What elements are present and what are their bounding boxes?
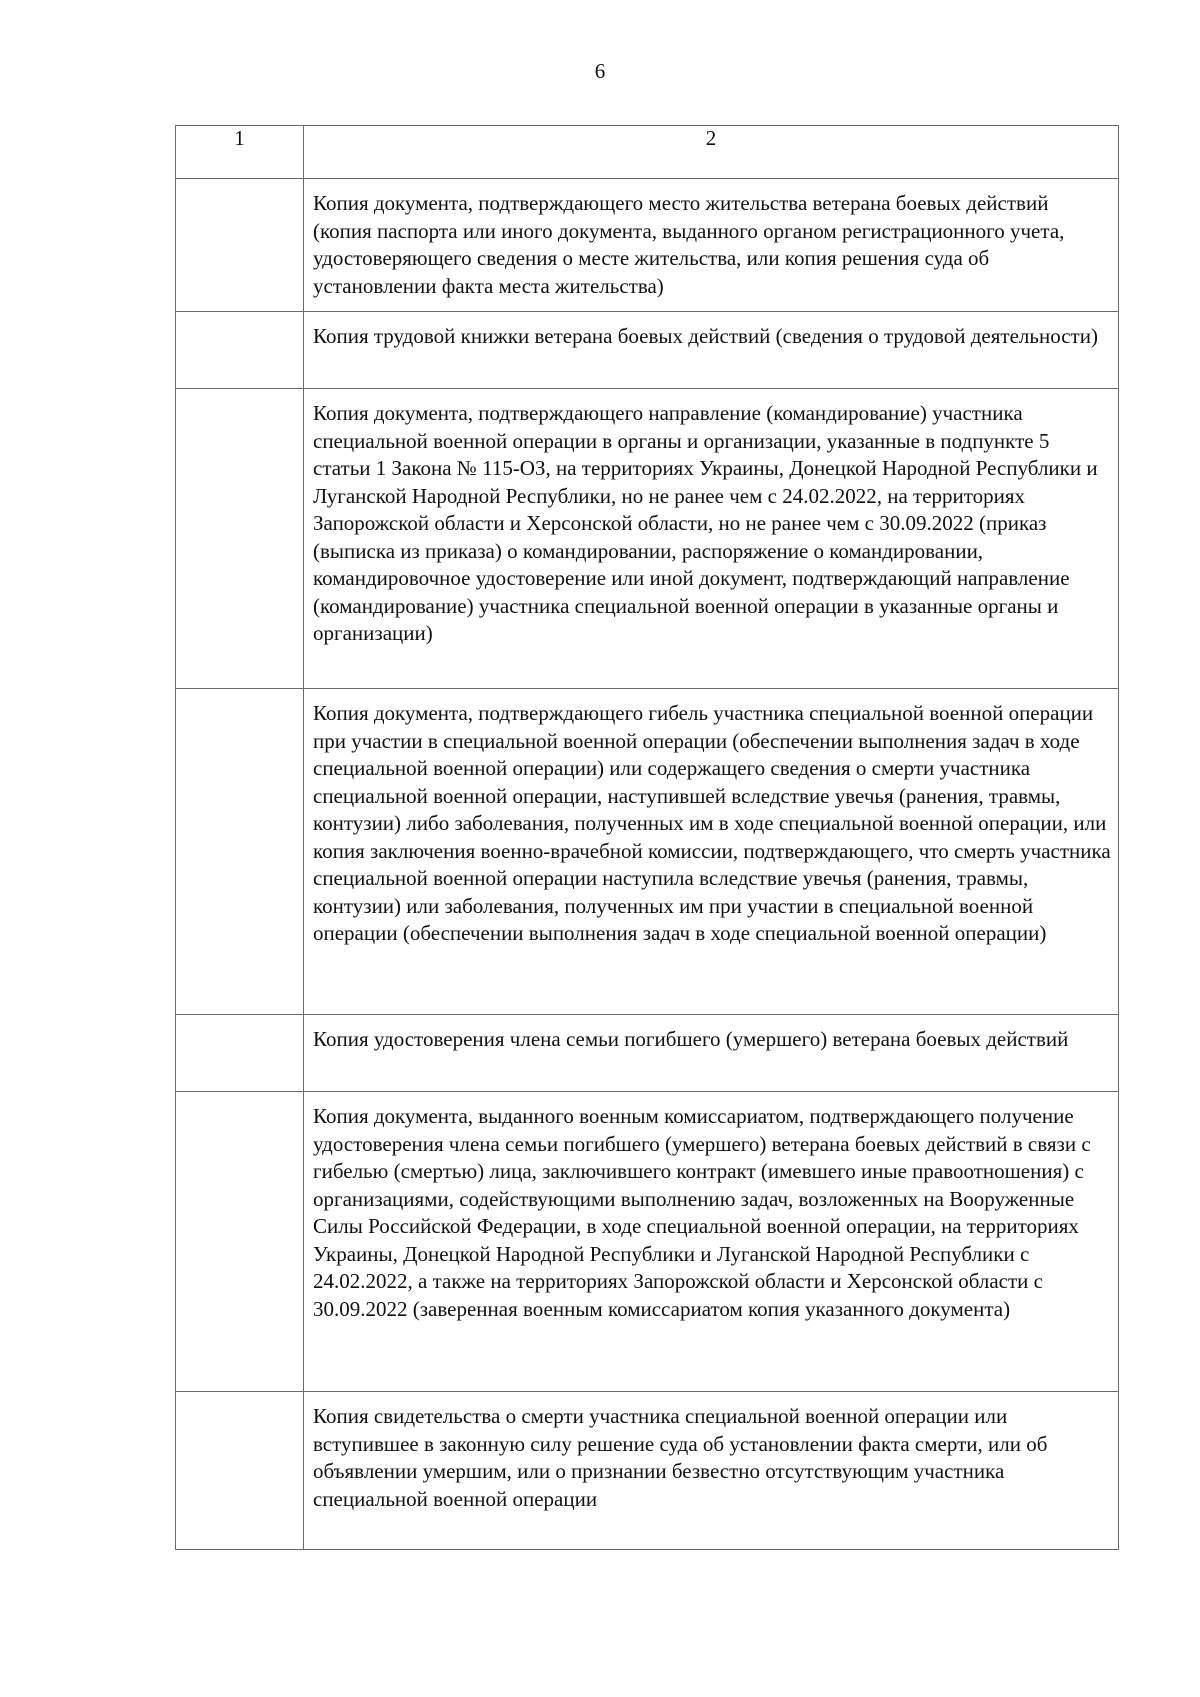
column-number-1: 1 [176,126,304,179]
table-row [176,389,1119,689]
row-text-cell [304,1015,1119,1092]
page-number: 6 [594,59,606,83]
row-text: Копия свидетельства о смерти участника специальной военной операции или вступившее в законную силу решение суда об установлении факта смерти, или об объявлении умершим, или о признании безвестно отсутствующим участника специальной военной операции [313,1404,1048,1511]
row-text-cell [304,1392,1119,1550]
row-text: Копия документа, подтверждающего место жительства ветерана боевых действий (копия паспорта или иного документа, выданного органом регистрационного учета, удостоверяющего сведения о месте жительства, или копия решения суда об установлении факта места жительства) [313,191,1065,298]
row-number-cell [176,312,304,389]
table-row [176,1092,1119,1392]
table-row [176,1015,1119,1092]
row-text-cell [304,1092,1119,1392]
row-text: Копия трудовой книжки ветерана боевых действий (сведения о трудовой деятельности) [313,324,1098,348]
row-number-cell [176,689,304,1015]
row-text-cell [304,179,1119,312]
row-number-cell [176,1092,304,1392]
row-text: Копия удостоверения члена семьи погибшего (умершего) ветерана боевых действий [313,1027,1069,1051]
row-text-cell [304,389,1119,689]
row-text-cell [304,689,1119,1015]
table-header-row [176,126,1119,179]
row-number-cell [176,179,304,312]
table-row [176,689,1119,1015]
row-text: Копия документа, подтверждающего гибель участника специальной военной операции при участии в специальной военной операции (обеспечении выполнения задач в ходе специальной военной операции) или содержащего сведения о смерти участника специальной военной операции, наступившей вследствие увечья (ранения, травмы, контузии) либо заболевания, полученных им в ходе специальной военной операции, или копия заключения военно-врачебной комиссии, подтверждающего, что смерть участника специальной военной операции наступила вследствие увечья (ранения, травмы, контузии) или заболевания, полученных им при участии в специальной военной операции (обеспечении выполнения задач в ходе специальной военной операции) [313,701,1111,945]
table-row [176,1392,1119,1550]
document-table [175,125,1119,1550]
row-text: Копия документа, выданного военным комиссариатом, подтверждающего получение удостоверения члена семьи погибшего (умершего) ветерана боевых действий в связи с гибелью (смертью) лица, заключившего контракт (имевшего иные правоотношения) с организациями, содействующими выполнению задач, возложенных на Вооруженные Силы Российской Федерации, в ходе специальной военной операции, на территориях Украины, Донецкой Народной Республики и Луганской Народной Республики с 24.02.2022, а также на территориях Запорожской области и Херсонской области с 30.09.2022 (заверенная военным комиссариатом копия указанного документа) [313,1104,1091,1321]
row-number-cell [176,1015,304,1092]
column-number-2: 2 [304,126,1119,179]
row-text: Копия документа, подтверждающего направление (командирование) участника специальной военной операции в органы и организации, указанные в подпункте 5 статьи 1 Закона № 115-ОЗ, на территориях Украины, Донецкой Народной Республики и Луганской Народной Республики, но не ранее чем с 24.02.2022, на территориях Запорожской области и Херсонской области, но не ранее чем с 30.09.2022 (приказ (выписка из приказа) о командировании, распоряжение о командировании, командировочное удостоверение или иной документ, подтверждающий направление (командирование) участника специальной военной операции в указанные органы и организации) [313,401,1098,645]
row-text-cell [304,312,1119,389]
table-row [176,179,1119,312]
row-number-cell [176,389,304,689]
table-row [176,312,1119,389]
row-number-cell [176,1392,304,1550]
